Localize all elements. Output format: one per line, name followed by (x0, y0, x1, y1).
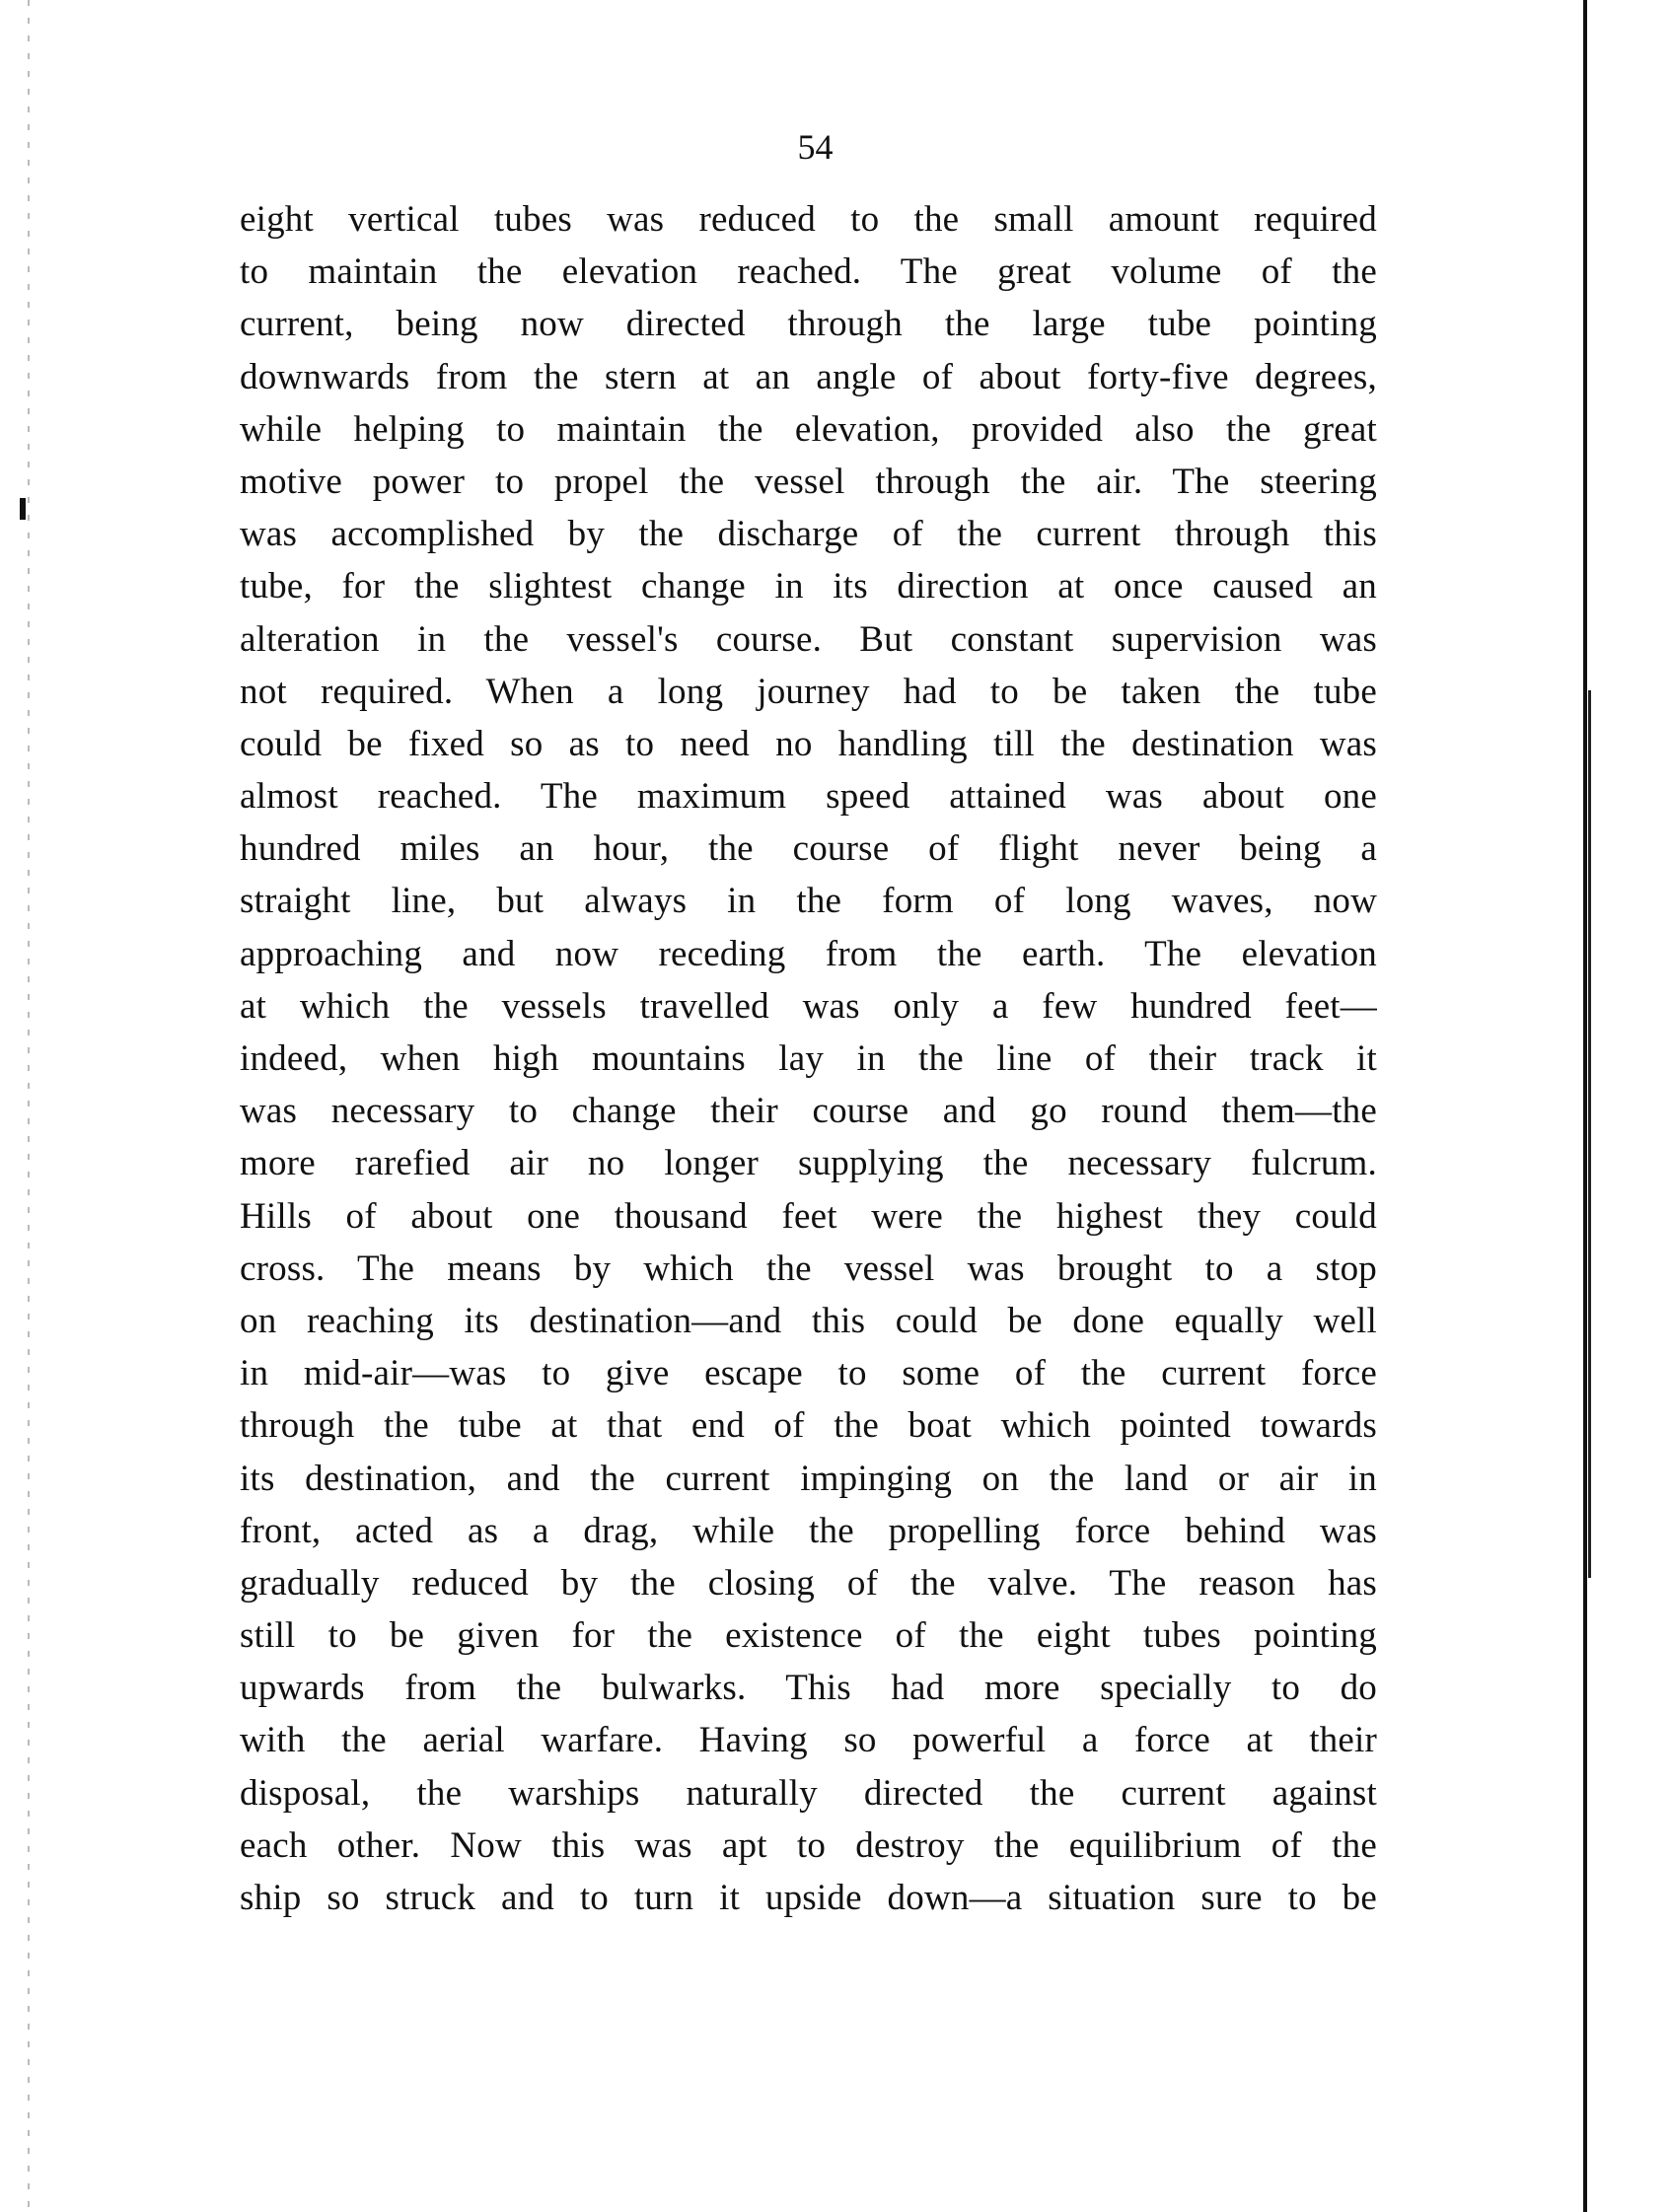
text-line: current, being now directed through the large tube pointing (240, 304, 1377, 345)
scan-mark (20, 498, 26, 520)
text-line: downwards from the stern at an angle of about forty-five degrees, (240, 356, 1377, 397)
text-line: not required. When a long journey had to be taken the tube (240, 671, 1377, 712)
text-line: through the tube at that end of the boat which pointed towards (240, 1405, 1377, 1447)
text-line: upwards from the bulwarks. This had more specially to do (240, 1668, 1377, 1709)
text-line: hundred miles an hour, the course of flight never being a (240, 828, 1377, 870)
page-number: 54 (797, 127, 834, 167)
text-line: in mid-air—was to give escape to some of the current force (240, 1353, 1377, 1394)
text-line: indeed, when high mountains lay in the line of their track it (240, 1038, 1377, 1079)
text-line: with the aerial warfare. Having so powerful a force at their (240, 1720, 1377, 1761)
text-line: approaching and now receding from the earth. The elevation (240, 933, 1377, 974)
text-line: alteration in the vessel's course. But constant supervision was (240, 618, 1377, 660)
text-line: cross. The means by which the vessel was brought to a stop (240, 1248, 1377, 1289)
text-line: almost reached. The maximum speed attained was about one (240, 776, 1377, 818)
text-line: gradually reduced by the closing of the valve. The reason has (240, 1562, 1377, 1604)
text-line: more rarefied air no longer supplying the necessary fulcrum. (240, 1143, 1377, 1184)
text-line: while helping to maintain the elevation, provided also the great (240, 408, 1377, 450)
text-line: at which the vessels travelled was only a few hundred feet— (240, 985, 1377, 1027)
text-line: ship so struck and to turn it upside down—a situation sure to be (240, 1878, 1377, 1918)
text-line: motive power to propel the vessel through the air. The steering (240, 461, 1377, 502)
body-text (240, 193, 1377, 1924)
text-line: Hills of about one thousand feet were the highest they could (240, 1195, 1377, 1237)
text-line: to maintain the elevation reached. The great volume of the (240, 251, 1377, 293)
scan-right-edge (1583, 0, 1587, 2212)
scan-right-edge-shadow (1588, 690, 1591, 1578)
text-line: on reaching its destination—and this could be done equally well (240, 1300, 1377, 1341)
text-line: disposal, the warships naturally directed the current against (240, 1772, 1377, 1814)
text-line: its destination, and the current impinging on the land or air in (240, 1458, 1377, 1499)
text-line: each other. Now this was apt to destroy the equilibrium of the (240, 1824, 1377, 1866)
text-line: could be fixed so as to need no handling till the destination was (240, 723, 1377, 764)
text-line: tube, for the slightest change in its direction at once caused an (240, 566, 1377, 607)
text-line: front, acted as a drag, while the propelling force behind was (240, 1510, 1377, 1551)
text-line: still to be given for the existence of the eight tubes pointing (240, 1615, 1377, 1657)
page-number-container (0, 126, 1670, 168)
text-line: was necessary to change their course and go round them—the (240, 1091, 1377, 1132)
text-line: eight vertical tubes was reduced to the small amount required (240, 199, 1377, 240)
text-line: was accomplished by the discharge of the current through this (240, 514, 1377, 555)
scan-left-edge (28, 0, 30, 2212)
text-line: straight line, but always in the form of long waves, now (240, 881, 1377, 922)
